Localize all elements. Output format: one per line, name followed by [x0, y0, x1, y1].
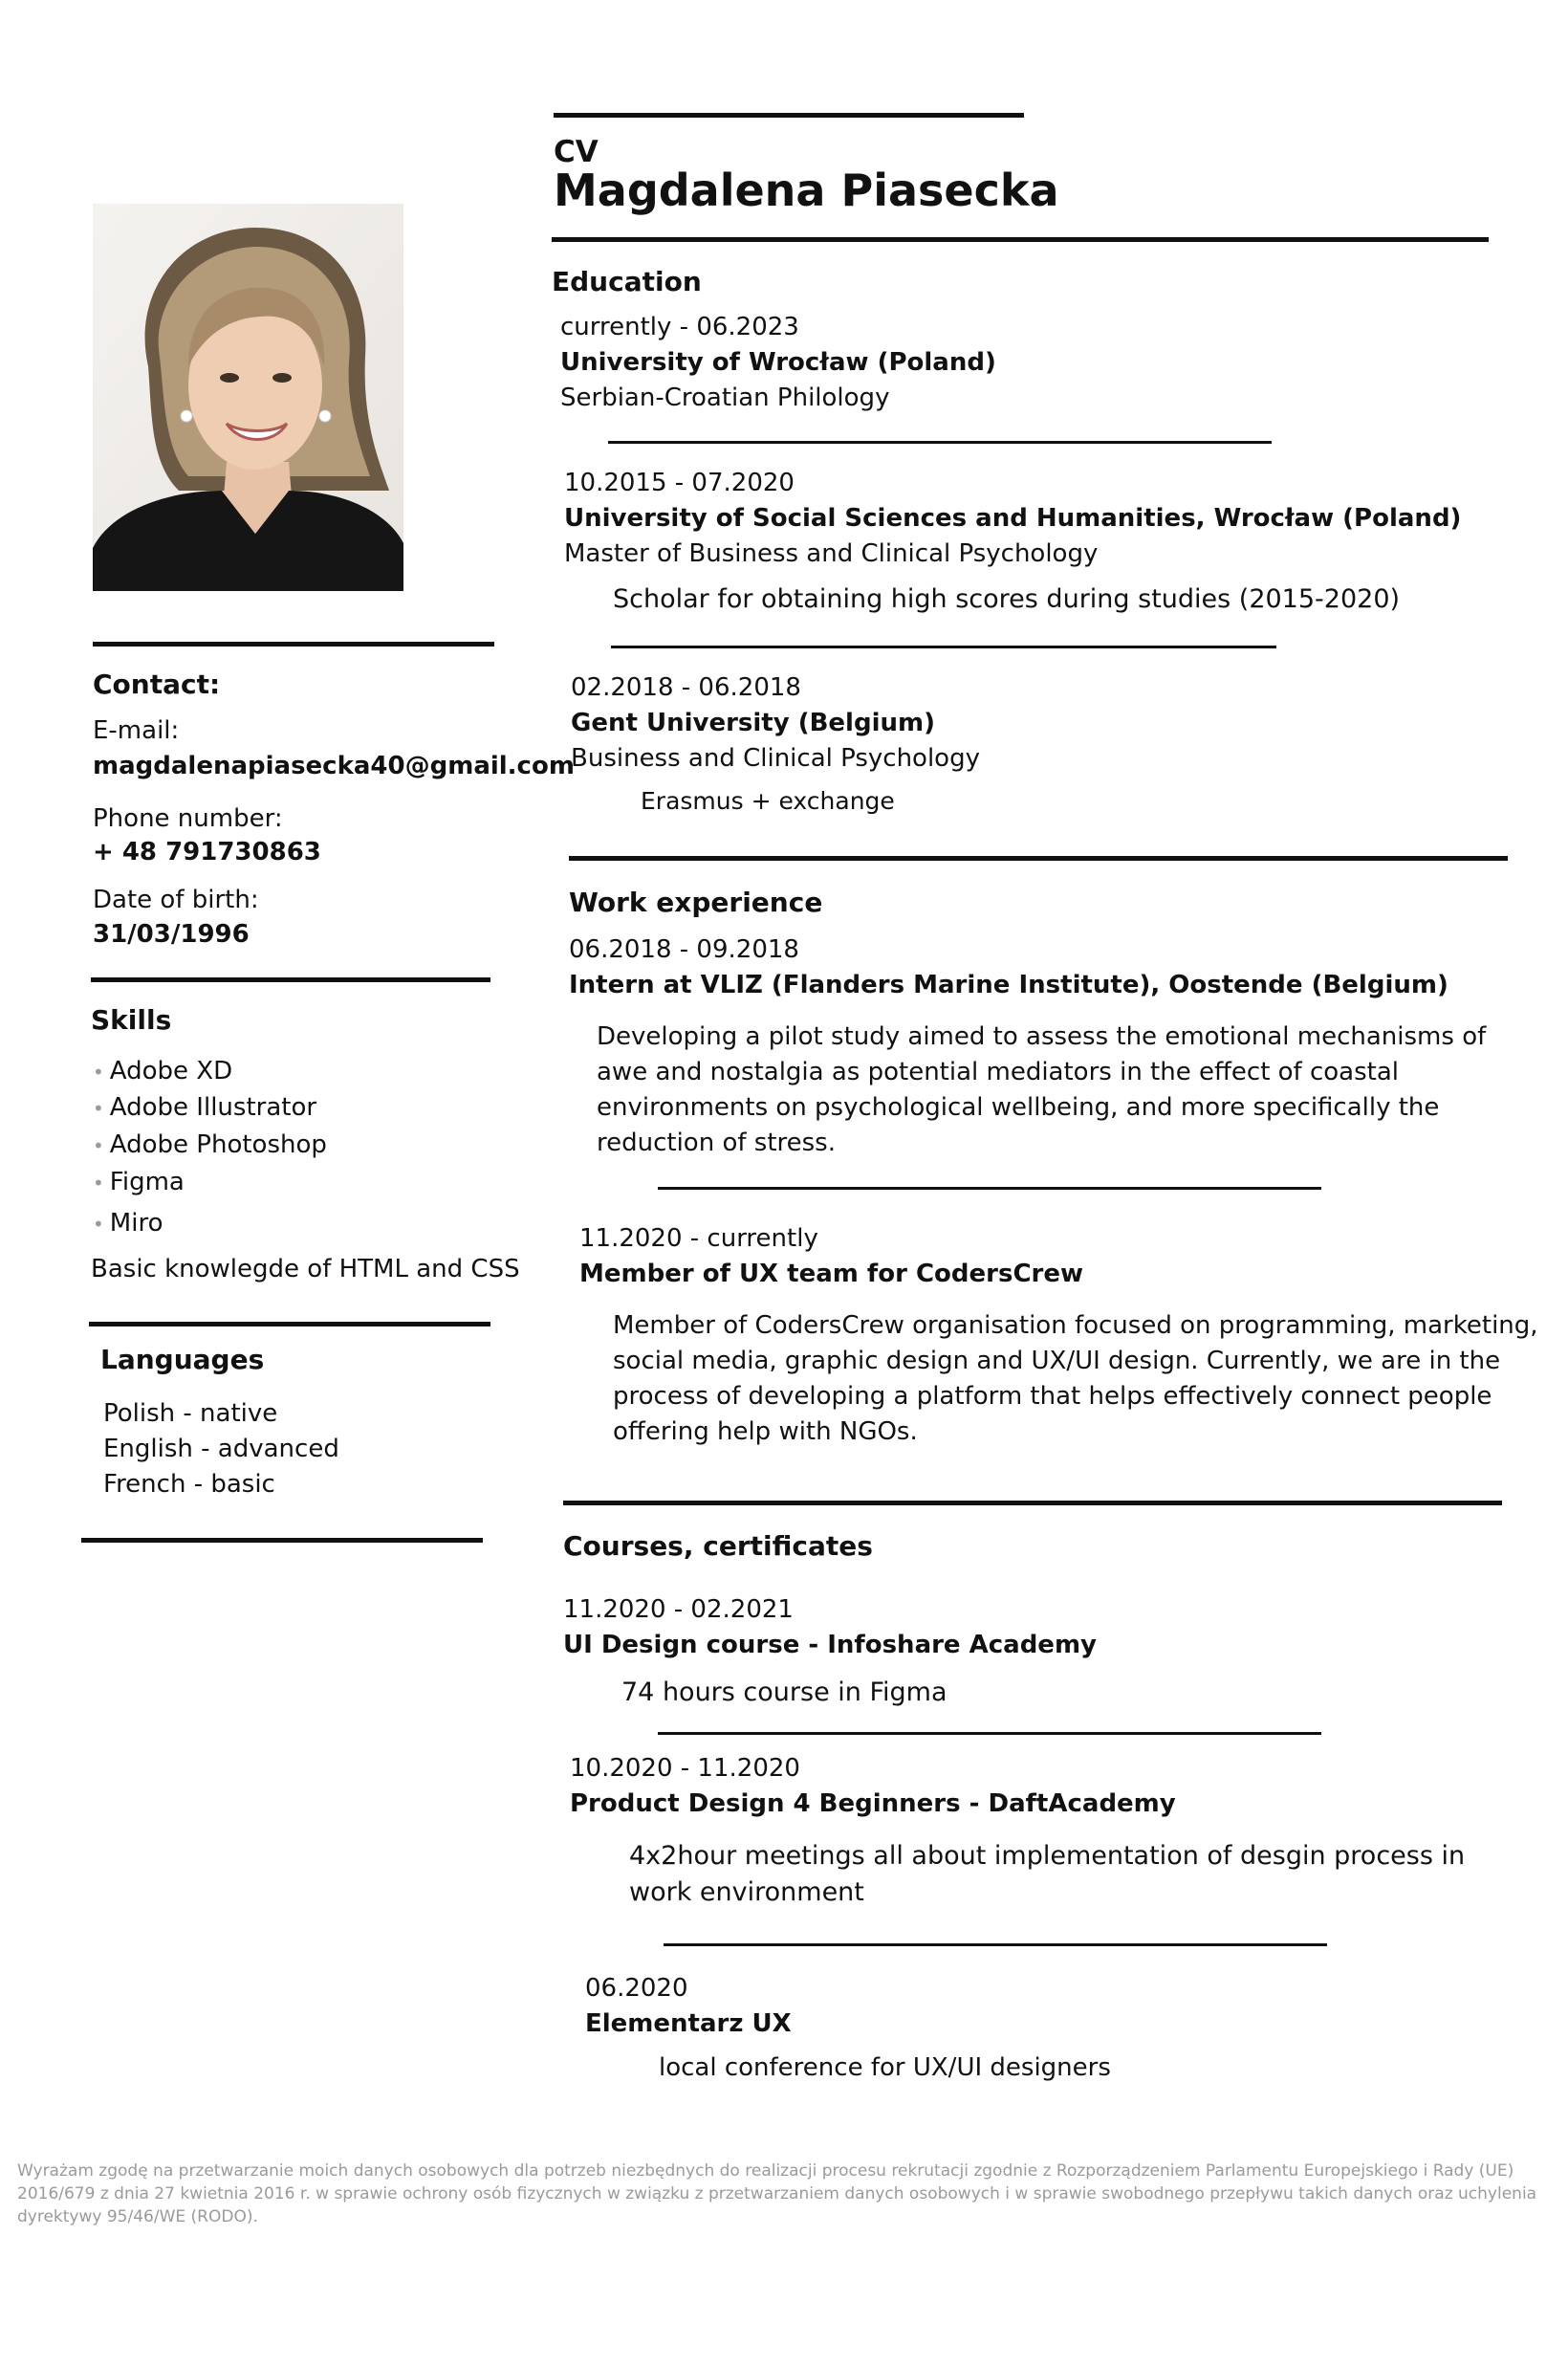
- education-dates: 02.2018 - 06.2018: [571, 673, 801, 702]
- phone-value: + 48 791730863: [93, 838, 321, 866]
- work-heading: Work experience: [569, 887, 823, 918]
- work-description-line: reduction of stress.: [597, 1129, 836, 1157]
- education-note: Scholar for obtaining high scores during studies (2015-2020): [613, 584, 1401, 614]
- entry-divider: [611, 646, 1276, 648]
- portrait-image: [93, 204, 403, 591]
- education-dates: 10.2015 - 07.2020: [564, 469, 795, 497]
- languages-bottom-rule: [81, 1538, 483, 1543]
- course-title: Elementarz UX: [585, 2009, 792, 2038]
- gdpr-consent-clause: Wyrażam zgodę na przetwarzanie moich danych osobowych dla potrzeb niezbędnych do realizacji procesu rekrutacji zgodnie z Rozporządzeniem Parlamentu Europejskiego i Rady (UE) 2016/679 z dnia 27 kwietnia 2016 r. w sprawie ochrony osób fizycznych w związku z przetwarzaniem danych osobowych i w sprawie swobodnego przepływu takich danych oraz uchylenia dyrektywy 95/46/WE (RODO).: [17, 2161, 1537, 2226]
- work-description-line: process of developing a platform that helps effectively connect people: [613, 1382, 1492, 1411]
- course-description-line: 74 hours course in Figma: [621, 1677, 947, 1707]
- work-title: Member of UX team for CodersCrew: [579, 1260, 1083, 1288]
- dob-value: 31/03/1996: [93, 920, 250, 949]
- work-rule: [569, 856, 1508, 861]
- education-field: Business and Clinical Psychology: [571, 744, 980, 773]
- work-description-line: Member of CodersCrew organisation focused on programming, marketing,: [613, 1311, 1538, 1340]
- skill-item: [93, 1057, 232, 1086]
- education-field: Serbian-Croatian Philology: [560, 384, 890, 412]
- education-field: Master of Business and Clinical Psychology: [564, 539, 1099, 568]
- profile-photo: [93, 204, 403, 591]
- bullet-icon: •: [93, 1061, 104, 1084]
- skill-label: Adobe XD: [109, 1057, 233, 1085]
- work-description-line: awe and nostalgia as potential mediators in the effect of coastal: [597, 1058, 1400, 1086]
- skills-heading: Skills: [91, 1004, 172, 1036]
- header-top-rule: [554, 113, 1024, 118]
- bullet-icon: •: [93, 1213, 104, 1236]
- skill-item: [93, 1093, 316, 1123]
- course-dates: 10.2020 - 11.2020: [570, 1754, 800, 1783]
- work-dates: 06.2018 - 09.2018: [569, 935, 799, 964]
- bullet-icon: •: [93, 1172, 104, 1195]
- entry-divider: [658, 1187, 1321, 1190]
- languages-rule: [89, 1322, 490, 1327]
- work-description-line: offering help with NGOs.: [613, 1417, 918, 1446]
- header-bottom-rule: [552, 237, 1489, 242]
- skill-label: Adobe Illustrator: [109, 1093, 317, 1122]
- education-institution: Gent University (Belgium): [571, 709, 935, 737]
- work-description-line: Developing a pilot study aimed to assess the emotional mechanisms of: [597, 1022, 1487, 1051]
- education-institution: University of Social Sciences and Humanities, Wrocław (Poland): [564, 504, 1462, 533]
- bullet-icon: •: [93, 1097, 104, 1120]
- course-description-line: 4x2hour meetings all about implementation of desgin process in: [629, 1841, 1466, 1871]
- language-item: French - basic: [103, 1470, 275, 1499]
- entry-divider: [664, 1943, 1327, 1946]
- course-description-line: local conference for UX/UI designers: [659, 2053, 1111, 2082]
- skill-label: Adobe Photoshop: [109, 1130, 327, 1159]
- dob-label: Date of birth:: [93, 886, 259, 914]
- course-dates: 11.2020 - 02.2021: [563, 1595, 794, 1624]
- phone-label: Phone number:: [93, 804, 283, 833]
- work-dates: 11.2020 - currently: [579, 1224, 818, 1253]
- course-dates: 06.2020: [585, 1974, 688, 2003]
- entry-divider: [608, 441, 1272, 444]
- course-title: Product Design 4 Beginners - DaftAcademy: [570, 1789, 1176, 1818]
- education-dates: currently - 06.2023: [560, 313, 799, 341]
- cv-label: CV: [554, 135, 599, 169]
- skills-note: Basic knowlegde of HTML and CSS: [91, 1255, 520, 1283]
- contact-heading: Contact:: [93, 669, 221, 700]
- languages-heading: Languages: [100, 1344, 265, 1375]
- skill-item: [93, 1130, 327, 1160]
- skills-rule: [91, 977, 490, 982]
- language-item: English - advanced: [103, 1435, 339, 1463]
- work-description-line: social media, graphic design and UX/UI design. Currently, we are in the: [613, 1347, 1501, 1375]
- skill-label: Figma: [109, 1168, 185, 1196]
- contact-rule: [93, 642, 494, 647]
- skill-item: [93, 1209, 163, 1239]
- education-note: Erasmus + exchange: [641, 787, 895, 815]
- candidate-name: Magdalena Piasecka: [554, 164, 1059, 216]
- email-label: E-mail:: [93, 716, 180, 745]
- skill-label: Miro: [109, 1209, 163, 1238]
- course-title: UI Design course - Infoshare Academy: [563, 1631, 1097, 1659]
- education-heading: Education: [552, 266, 702, 297]
- courses-heading: Courses, certificates: [563, 1530, 873, 1562]
- language-item: Polish - native: [103, 1399, 278, 1428]
- skill-item: [93, 1168, 185, 1197]
- course-description-line: work environment: [629, 1877, 864, 1907]
- email-link[interactable]: magdalenapiasecka40@gmail.com: [93, 752, 575, 780]
- courses-rule: [563, 1501, 1502, 1505]
- work-description-line: environments on psychological wellbeing, and more specifically the: [597, 1093, 1440, 1122]
- bullet-icon: •: [93, 1134, 104, 1157]
- education-institution: University of Wrocław (Poland): [560, 348, 996, 377]
- work-title: Intern at VLIZ (Flanders Marine Institute), Oostende (Belgium): [569, 971, 1448, 999]
- entry-divider: [658, 1732, 1321, 1735]
